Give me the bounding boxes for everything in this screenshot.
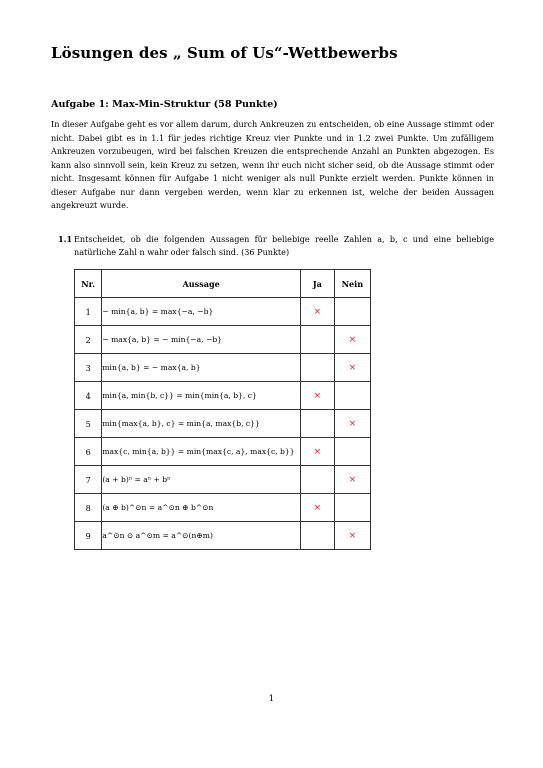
row-yes-cell: [301, 298, 335, 326]
cross-mark: ×: [313, 307, 322, 317]
cross-mark: ×: [348, 419, 357, 429]
task-1-1: [51, 233, 494, 258]
table-row: [75, 466, 371, 494]
row-number: 5: [75, 410, 102, 438]
cross-mark: ×: [313, 503, 322, 513]
section-heading: Aufgabe 1: Max-Min-Struktur (58 Punkte): [51, 99, 278, 110]
cross-mark: ×: [348, 363, 357, 373]
row-no-cell: [334, 438, 370, 466]
table-row: [75, 298, 371, 326]
task-number: 1.1: [58, 234, 73, 244]
row-statement: min{max{a, b}, c} = min{a, max{b, c}}: [102, 410, 301, 438]
row-yes-cell: [301, 410, 335, 438]
table-row: [75, 354, 371, 382]
row-number: 3: [75, 354, 102, 382]
row-number: 2: [75, 326, 102, 354]
cross-mark: ×: [313, 391, 322, 401]
row-yes-cell: [301, 466, 335, 494]
row-no-cell: [334, 326, 370, 354]
row-no-cell: [334, 382, 370, 410]
table-row: [75, 494, 371, 522]
header-statement: Aussage: [102, 270, 301, 298]
row-yes-cell: [301, 326, 335, 354]
row-no-cell: [334, 298, 370, 326]
row-number: 8: [75, 494, 102, 522]
page-number: 1: [268, 694, 275, 704]
answer-table: [74, 269, 371, 550]
table-row: [75, 522, 371, 550]
page-title: Lösungen des „ Sum of Us“-Wettbewerbs: [51, 44, 398, 62]
table-row: [75, 438, 371, 466]
task-text: Entscheidet, ob die folgenden Aussagen für beliebige reelle Zahlen a, b, c und eine beliebige natürliche Zahl n wahr oder falsch sind. (36 Punkte): [74, 234, 494, 257]
row-yes-cell: [301, 494, 335, 522]
table-row: [75, 326, 371, 354]
row-yes-cell: [301, 382, 335, 410]
cross-mark: ×: [348, 335, 357, 345]
table-row: [75, 410, 371, 438]
cross-mark: ×: [348, 475, 357, 485]
header-yes: Ja: [301, 270, 335, 298]
row-number: 4: [75, 382, 102, 410]
row-no-cell: [334, 466, 370, 494]
row-statement: − max{a, b} = − min{−a, −b}: [102, 326, 301, 354]
row-no-cell: [334, 494, 370, 522]
row-statement: min{a, min{b, c}} = min{min{a, b}, c}: [102, 382, 301, 410]
row-statement: − min{a, b} = max{−a, −b}: [102, 298, 301, 326]
table-header-row: [75, 270, 371, 298]
header-nr: Nr.: [75, 270, 102, 298]
row-statement: max{c, min{a, b}} = min{max{c, a}, max{c, b}}: [102, 438, 301, 466]
row-no-cell: [334, 354, 370, 382]
cross-mark: ×: [348, 531, 357, 541]
row-number: 7: [75, 466, 102, 494]
row-yes-cell: [301, 438, 335, 466]
row-number: 1: [75, 298, 102, 326]
row-statement: (a + b)ⁿ = aⁿ + bⁿ: [102, 466, 301, 494]
row-number: 6: [75, 438, 102, 466]
row-statement: a^⊙n ⊙ a^⊙m = a^⊙(n⊕m): [102, 522, 301, 550]
table-row: [75, 382, 371, 410]
cross-mark: ×: [313, 447, 322, 457]
row-yes-cell: [301, 522, 335, 550]
intro-paragraph: In dieser Aufgabe geht es vor allem darum, durch Ankreuzen zu entscheiden, ob eine Aussage stimmt oder nicht. Dabei gibt es in 1.1 für jedes richtige Kreuz vier Punkte und in 1.2 zwei Punkte. Um zufälligem Ankreuzen vorzubeugen, wird bei falschen Kreuzen die entsprechende Anzahl an Punkten abgezogen. Es kann also sinnvoll sein, kein Kreuz zu setzen, wenn ihr euch nicht sicher seid, ob die Aussage stimmt oder nicht. Insgesamt können für Aufgabe 1 nicht weniger als null Punkte erzielt werden. Punkte können in dieser Aufgabe nur dann vergeben werden, wenn klar zu erkennen ist, welche der beiden Aussagen angekreuzt wurde.: [51, 119, 494, 210]
row-no-cell: [334, 410, 370, 438]
row-no-cell: [334, 522, 370, 550]
row-yes-cell: [301, 354, 335, 382]
row-number: 9: [75, 522, 102, 550]
row-statement: (a ⊕ b)^⊙n = a^⊙n ⊕ b^⊙n: [102, 494, 301, 522]
row-statement: min{a, b} = − max{a, b}: [102, 354, 301, 382]
header-no: Nein: [334, 270, 370, 298]
